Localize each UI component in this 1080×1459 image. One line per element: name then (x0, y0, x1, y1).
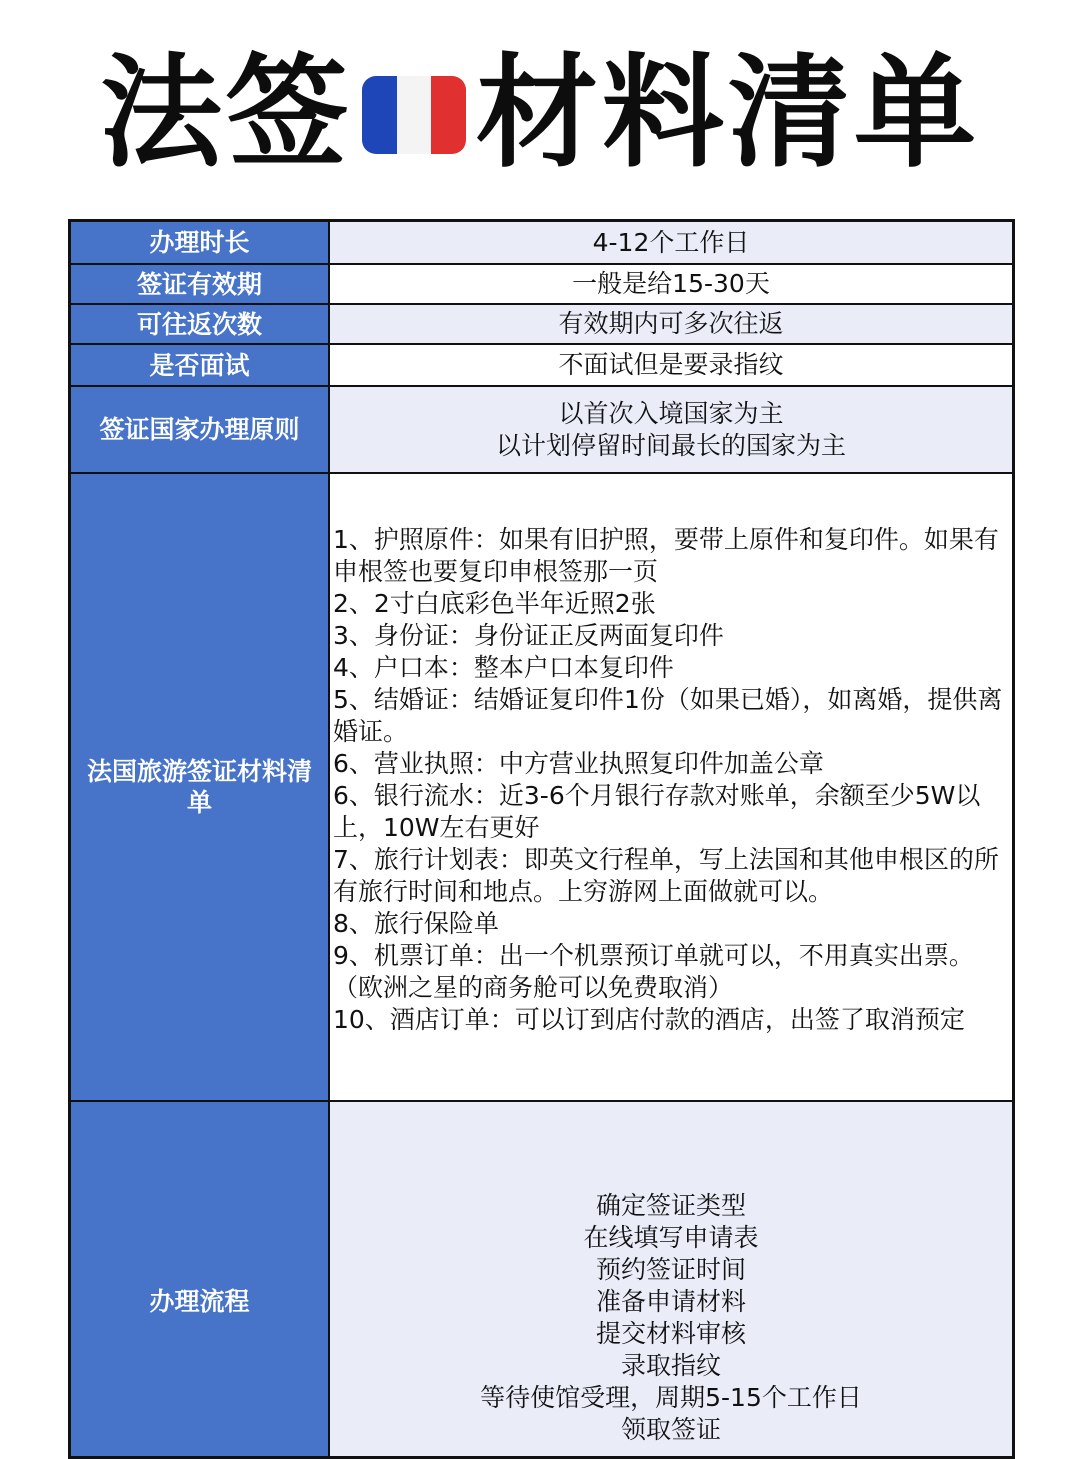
principle-line: 以计划停留时间最长的国家为主 (495, 430, 846, 460)
value-entries: 有效期内可多次往返 (330, 305, 1012, 343)
process-step: 录取指纹 (620, 1351, 721, 1380)
label-duration: 办理时长 (71, 222, 328, 263)
process-step: 预约签证时间 (595, 1255, 746, 1284)
label-entries: 可往返次数 (71, 305, 328, 343)
list-item: 6、银行流水：近3-6个月银行存款对账单，余额至少5W以上，10W左右更好 (333, 781, 981, 842)
process-step: 提交材料审核 (595, 1319, 746, 1348)
process-step: 等待使馆受理，周期5-15个工作日 (480, 1383, 862, 1412)
list-item: 6、营业执照：中方营业执照复印件加盖公章 (333, 749, 824, 778)
list-item: 9、机票订单：出一个机票预订单就可以，不用真实出票。（欧洲之星的商务舱可以免费取消） (333, 941, 974, 1002)
france-flag-icon (362, 76, 466, 154)
visa-info-table (68, 219, 1015, 1459)
label-process: 办理流程 (71, 1102, 328, 1456)
list-item: 3、身份证：身份证正反两面复印件 (333, 621, 724, 650)
value-principle (330, 387, 1012, 472)
process-step: 在线填写申请表 (583, 1223, 759, 1252)
value-duration: 4-12个工作日 (330, 222, 1012, 263)
page-title (0, 42, 1080, 184)
process-step: 准备申请材料 (595, 1287, 746, 1316)
list-item: 1、护照原件：如果有旧护照，要带上原件和复印件。如果有申根签也要复印申根签那一页 (333, 525, 999, 586)
list-item: 2、2寸白底彩色半年近照2张 (333, 589, 656, 618)
label-interview: 是否面试 (71, 345, 328, 385)
list-item: 8、旅行保险单 (333, 909, 499, 938)
label-principle: 签证国家办理原则 (71, 387, 328, 472)
principle-line: 以首次入境国家为主 (558, 398, 784, 428)
process-steps (330, 1102, 1012, 1456)
value-validity: 一般是给15-30天 (330, 265, 1012, 303)
value-interview: 不面试但是要录指纹 (330, 345, 1012, 385)
title-left: 法签 (100, 42, 352, 184)
title-right: 材料清单 (476, 42, 980, 184)
process-step: 确定签证类型 (595, 1191, 746, 1220)
label-validity: 签证有效期 (71, 265, 328, 303)
process-step: 领取签证 (620, 1415, 721, 1444)
label-materials: 法国旅游签证材料清单 (71, 474, 328, 1100)
list-item: 4、户口本：整本户口本复印件 (333, 653, 674, 682)
list-item: 5、结婚证：结婚证复印件1份（如果已婚），如离婚，提供离婚证。 (333, 685, 1003, 746)
list-item: 7、旅行计划表：即英文行程单，写上法国和其他申根区的所有旅行时间和地点。上穷游网上面做就可以。 (333, 845, 999, 906)
list-item: 10、酒店订单：可以订到店付款的酒店，出签了取消预定 (333, 1005, 965, 1034)
materials-list (330, 474, 1012, 1100)
